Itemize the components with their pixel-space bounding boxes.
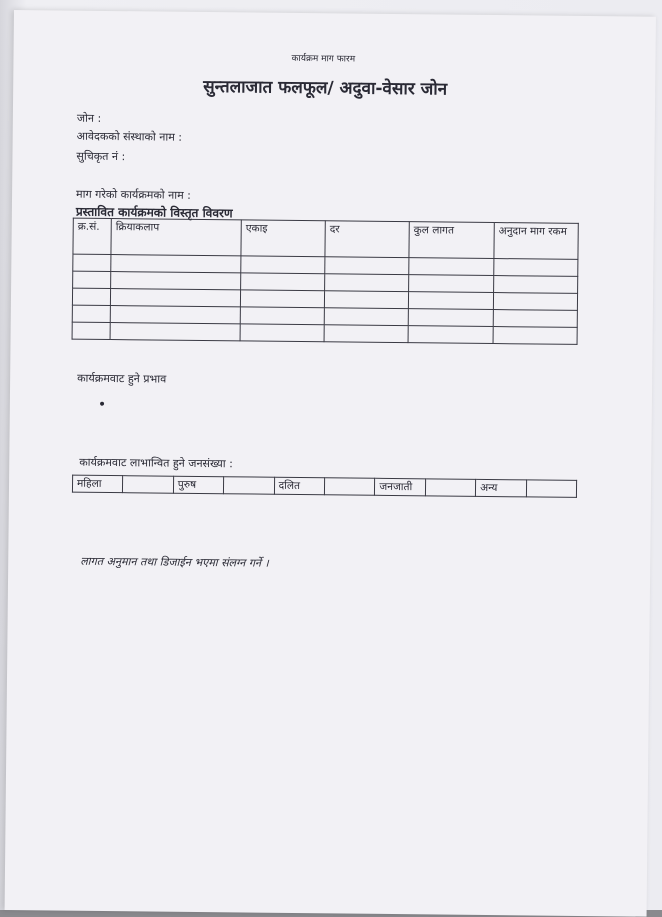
janajati-count-cell[interactable]: [425, 479, 476, 497]
effect-bullet: •: [97, 396, 107, 413]
table-cell[interactable]: [408, 326, 493, 344]
category-men: पुरुष: [173, 476, 224, 494]
form-label: कार्यक्रम माग फारम: [291, 53, 356, 65]
table-cell[interactable]: [110, 289, 240, 307]
column-header-grant-amount: अनुदान माग रकम: [494, 223, 578, 260]
table-cell[interactable]: [110, 306, 240, 324]
table-cell[interactable]: [493, 310, 577, 328]
beneficiary-population-table: [72, 475, 577, 498]
program-detail-table: [72, 218, 579, 345]
beneficiary-population-label: कार्यक्रमवाट लाभान्वित हुने जनसंख्या :: [79, 455, 233, 471]
table-cell[interactable]: [111, 255, 241, 273]
table-cell[interactable]: [325, 257, 409, 275]
program-name-field-label: माग गरेको कार्यक्रमको नाम :: [76, 187, 191, 202]
table-cell[interactable]: [110, 323, 240, 341]
column-header-serial: क्र.सं.: [73, 218, 111, 254]
category-other: अन्य: [476, 479, 527, 497]
table-cell[interactable]: [111, 272, 241, 290]
column-header-activity: क्रियाकलाप: [111, 219, 241, 256]
women-count-cell[interactable]: [123, 476, 174, 494]
table-cell[interactable]: [72, 288, 110, 305]
table-cell[interactable]: [325, 274, 409, 292]
men-count-cell[interactable]: [224, 477, 275, 495]
table-cell[interactable]: [409, 258, 494, 276]
table-cell[interactable]: [72, 322, 110, 339]
table-cell[interactable]: [494, 259, 578, 277]
column-header-total-cost: कुल लागत: [409, 222, 494, 259]
table-cell[interactable]: [73, 254, 111, 271]
table-cell[interactable]: [240, 290, 324, 308]
program-effect-label: कार्यक्रमवाट हुने प्रभाव: [77, 371, 167, 386]
registration-no-field-label: सुचिकृत नं :: [76, 149, 126, 164]
form-page: [5, 10, 656, 917]
table-header-row: [73, 218, 578, 259]
detail-section-heading: प्रस्तावित कार्यक्रमको विस्तृत विवरण: [75, 204, 233, 221]
zone-field-label: जोन :: [76, 111, 102, 125]
table-cell[interactable]: [408, 292, 493, 310]
table-cell[interactable]: [72, 305, 110, 322]
table-cell[interactable]: [324, 308, 408, 326]
table-cell[interactable]: [408, 309, 493, 327]
category-janajati: जनजाती: [375, 478, 426, 496]
org-name-field-label: आवेदकको संस्थाको नाम :: [76, 129, 183, 144]
table-cell[interactable]: [240, 324, 324, 342]
table-cell[interactable]: [494, 276, 578, 294]
table-cell[interactable]: [73, 271, 111, 288]
attachment-note: लागत अनुमान तथा डिजाईन भएमा संलग्न गर्ने ।: [80, 554, 269, 570]
table-cell[interactable]: [324, 291, 408, 309]
category-dalit: दलित: [274, 477, 325, 495]
table-cell[interactable]: [240, 307, 324, 325]
table-cell[interactable]: [241, 273, 325, 291]
table-cell[interactable]: [241, 256, 325, 274]
column-header-unit: एकाइ: [241, 220, 325, 257]
table-cell[interactable]: [409, 275, 494, 293]
dalit-count-cell[interactable]: [324, 478, 375, 496]
table-row: [72, 475, 576, 497]
other-count-cell[interactable]: [526, 480, 577, 498]
category-women: महिला: [72, 475, 123, 493]
table-cell[interactable]: [493, 293, 577, 311]
column-header-rate: दर: [325, 221, 409, 258]
table-cell[interactable]: [324, 325, 408, 343]
table-cell[interactable]: [493, 327, 577, 345]
page-title: सुन्तलाजात फलफूल/ अदुवा-वेसार जोन: [203, 76, 448, 100]
